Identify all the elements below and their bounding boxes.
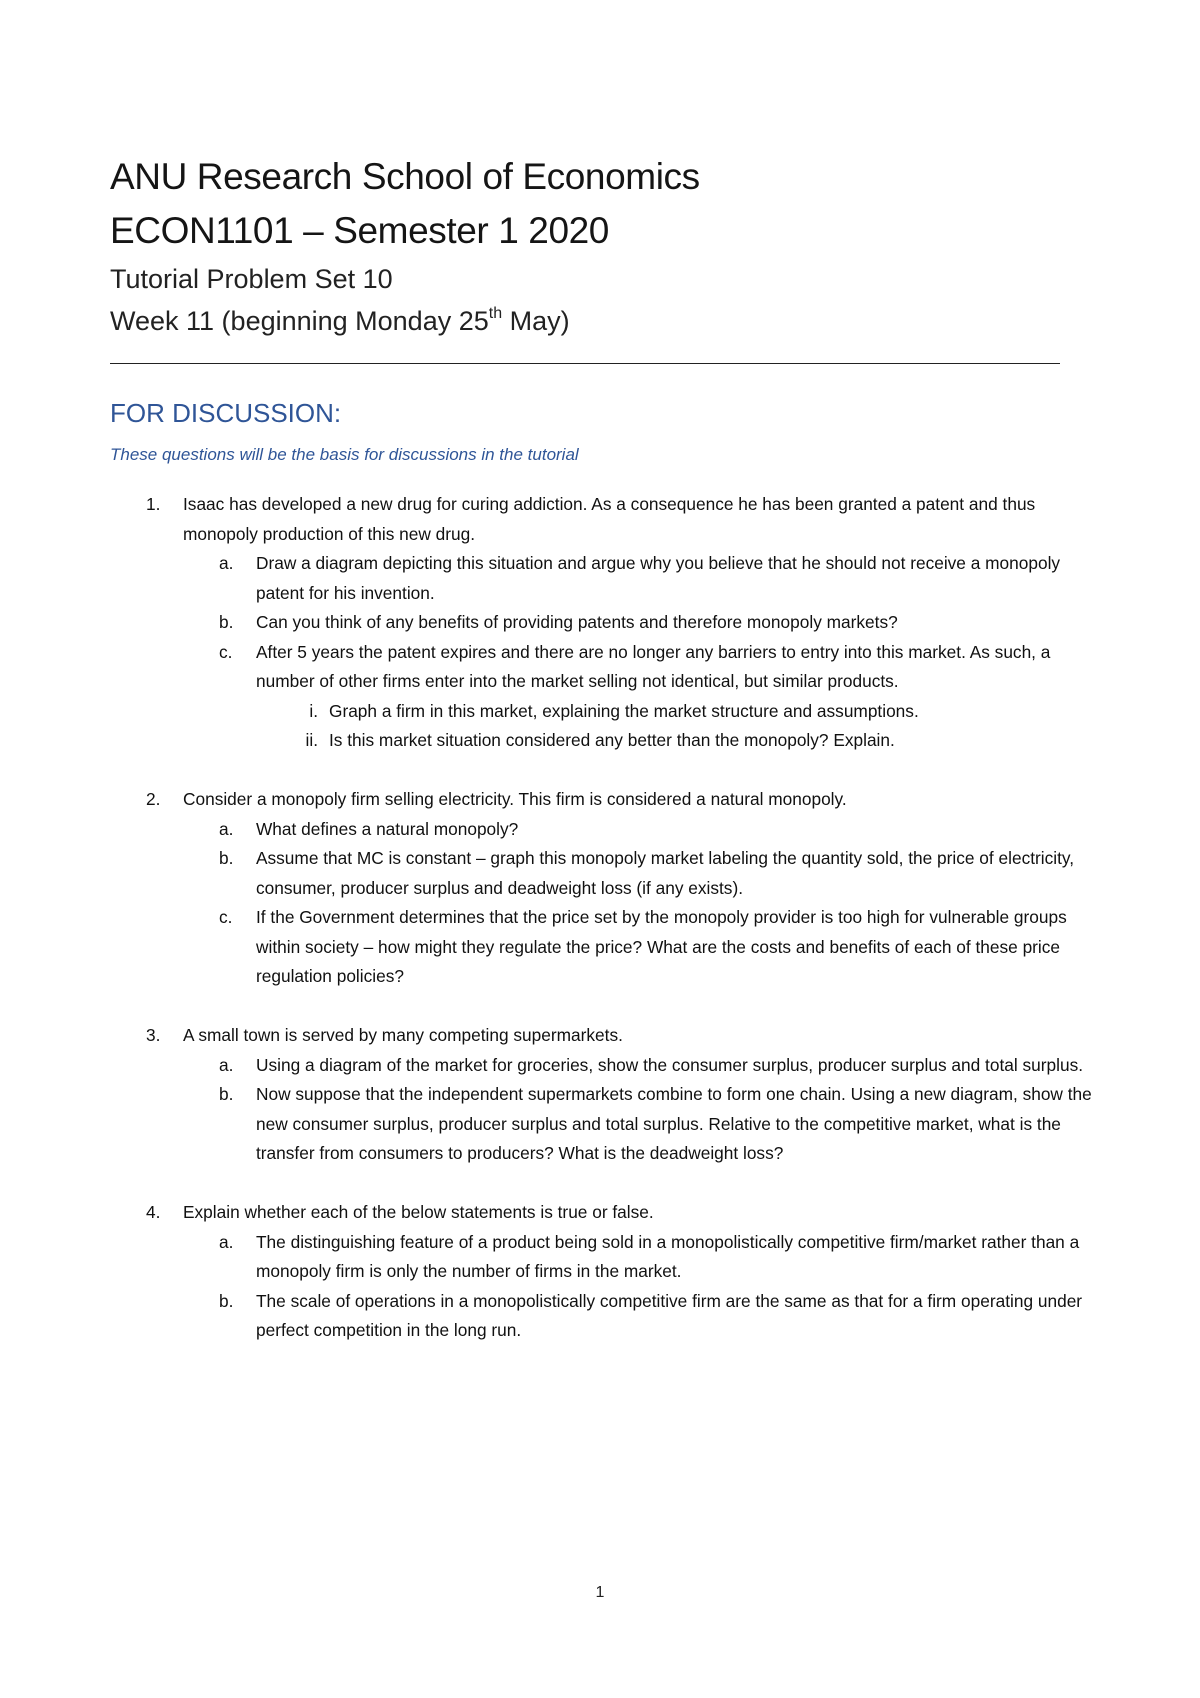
part-letter: a. <box>219 818 234 839</box>
question-4 <box>110 1198 1100 1346</box>
part-letter: a. <box>219 1054 234 1075</box>
course-title: ECON1101 – Semester 1 2020 <box>110 210 609 251</box>
question-subpart <box>256 726 1100 756</box>
part-text: Now suppose that the independent supermarkets combine to form one chain. Using a new diagram, show the new consumer surplus, producer surplus and total surplus. Relative to the competitive market, what is the transfer from consumers to producers? What is the deadweight loss? <box>256 1084 1092 1163</box>
question-number: 4. <box>146 1202 161 1222</box>
question-part <box>183 1287 1100 1346</box>
week-line-end: May) <box>502 306 570 336</box>
part-text: The scale of operations in a monopolistically competitive firm are the same as that for a firm operating under perfect competition in the long run. <box>256 1290 1083 1340</box>
problem-set-title: Tutorial Problem Set 10 <box>110 264 393 294</box>
part-letter: b. <box>219 612 234 632</box>
question-part <box>183 1080 1100 1169</box>
question-3 <box>110 1021 1100 1169</box>
subpart-text: Is this market situation considered any better than the monopoly? Explain. <box>329 730 895 750</box>
question-part <box>183 638 1100 756</box>
question-text: Consider a monopoly firm selling electricity. This firm is considered a natural monopoly. <box>183 789 847 809</box>
part-text: If the Government determines that the price set by the monopoly provider is too high for vulnerable groups within society – how might they regulate the price? What are the costs and benefits of each of these price regulation policies? <box>256 907 1067 986</box>
week-line <box>110 300 1090 342</box>
part-text: Using a diagram of the market for groceries, show the consumer surplus, producer surplus and total surplus. <box>256 1054 1084 1075</box>
question-part <box>183 1051 1100 1081</box>
part-text: Draw a diagram depicting this situation and argue why you believe that he should not receive a monopoly patent for his invention. <box>256 553 1061 603</box>
title-block <box>110 150 1090 342</box>
question-number: 1. <box>146 494 161 514</box>
part-text: Assume that MC is constant – graph this monopoly market labeling the quantity sold, the price of electricity, consumer, producer surplus and deadweight loss (if any exists). <box>256 848 1075 898</box>
subpart-text: Graph a firm in this market, explaining the market structure and assumptions. <box>329 700 919 721</box>
question-part <box>183 815 1100 845</box>
question-text: Explain whether each of the below statements is true or false. <box>183 1202 654 1222</box>
page-number: 1 <box>595 1584 605 1601</box>
question-part <box>183 903 1100 992</box>
part-text: What defines a natural monopoly? <box>256 818 519 839</box>
question-list <box>110 490 1100 1375</box>
question-part <box>183 549 1100 608</box>
section-subtitle: These questions will be the basis for discussions in the tutorial <box>110 445 579 464</box>
part-letter: a. <box>219 553 234 573</box>
question-text: Isaac has developed a new drug for curing addiction. As a consequence he has been granted a patent and thus monopoly production of this new drug. <box>183 494 1036 544</box>
part-text: Can you think of any benefits of providing patents and therefore monopoly markets? <box>256 612 898 632</box>
question-2 <box>110 785 1100 992</box>
question-number: 2. <box>146 789 161 809</box>
part-letter: a. <box>219 1231 234 1252</box>
question-part <box>183 1228 1100 1287</box>
question-subpart <box>256 697 1100 727</box>
part-text: After 5 years the patent expires and there are no longer any barriers to entry into this market. As such, a number of other firms enter into the market selling not identical, but similar products. <box>256 641 1051 691</box>
part-letter: c. <box>219 907 233 927</box>
part-letter: c. <box>219 641 233 662</box>
week-line-main: Week 11 (beginning Monday 25 <box>110 306 489 336</box>
subpart-numeral: ii. <box>305 730 318 750</box>
part-letter: b. <box>219 1084 234 1104</box>
question-part <box>183 844 1100 903</box>
week-line-superscript: th <box>488 305 503 322</box>
horizontal-rule <box>110 363 1060 364</box>
question-part <box>183 608 1100 638</box>
institution-title: ANU Research School of Economics <box>110 156 700 197</box>
part-text: The distinguishing feature of a product being sold in a monopolistically competitive firm/market rather than a monopoly firm is only the number of firms in the market. <box>256 1231 1080 1281</box>
subpart-numeral: i. <box>309 700 318 721</box>
part-letter: b. <box>219 848 234 868</box>
question-1 <box>110 490 1100 756</box>
question-text: A small town is served by many competing supermarkets. <box>183 1025 623 1045</box>
question-number: 3. <box>146 1025 161 1045</box>
part-letter: b. <box>219 1290 234 1311</box>
section-title: FOR DISCUSSION: <box>110 398 342 428</box>
